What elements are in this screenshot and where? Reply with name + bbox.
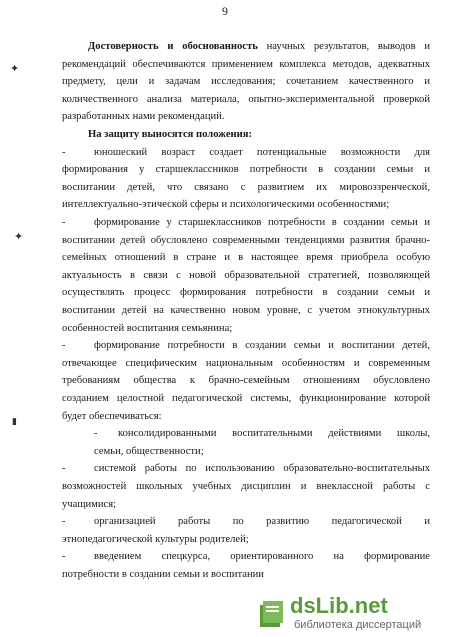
sublist-item-line: семьи, общественности; bbox=[94, 445, 204, 457]
list-item-line: будет обеспечиваться: bbox=[62, 410, 162, 422]
list-item-line: семейных отношений в стране и в настоящее время приобрела особую bbox=[62, 252, 430, 264]
sublist-item-line: возможностей школьных учебных дисциплин и внеклассной работы с bbox=[62, 481, 430, 492]
text-line: разработанных нами рекомендаций. bbox=[62, 111, 225, 123]
text-line: предмету, цели и задачам исследования; сочетанием качественного и bbox=[62, 76, 430, 88]
list-item-line: формирование потребности в создании семьи и воспитании детей, bbox=[94, 340, 430, 352]
bold-lead: Достоверность и обоснованность bbox=[88, 41, 258, 52]
sublist-item-line: потребности в создании семьи и воспитании bbox=[62, 569, 264, 580]
list-item-line: формирования у старшеклассников потребности в создании семьи и bbox=[62, 164, 430, 176]
text-line: количественного анализа материала, опытно-экспериментальной проверкой bbox=[62, 93, 430, 105]
list-item-line: отвечающее специфическим национальным особенностям и современным bbox=[62, 357, 430, 369]
sublist-item-line: учащимися; bbox=[62, 498, 117, 510]
section-heading: На защиту выносятся положения: bbox=[88, 129, 252, 140]
watermark-logo: dsLib.net bbox=[290, 593, 388, 618]
text-line: рекомендаций обеспечиваются применением комплекса методов, адекватных bbox=[62, 58, 430, 70]
sublist-item-line: этнопедагогической культуры родителей; bbox=[62, 533, 249, 545]
list-dash: - bbox=[62, 340, 66, 352]
watermark bbox=[254, 595, 444, 635]
margin-mark: ✦ bbox=[10, 63, 20, 75]
page-number: 9 bbox=[222, 4, 228, 18]
margin-mark: ▮ bbox=[12, 416, 17, 426]
margin-mark: ✦ bbox=[14, 231, 24, 243]
list-dash: - bbox=[94, 428, 98, 440]
list-dash: - bbox=[62, 463, 66, 475]
sublist-item-line: консолидированными воспитательными действиями школы, bbox=[118, 428, 430, 440]
list-item-line: осуществлять процесс формирования потребности в создании семьи и bbox=[62, 287, 430, 299]
list-item-line: юношеский возраст создает потенциальные возможности для bbox=[94, 146, 430, 158]
list-dash: - bbox=[62, 516, 66, 528]
sublist-item-line: системой работы по использованию образовательно-воспитательных bbox=[94, 463, 430, 475]
list-dash: - bbox=[62, 217, 66, 228]
watermark-subtitle: библиотека диссертаций bbox=[294, 619, 422, 631]
list-dash: - bbox=[62, 146, 66, 158]
text-span: научных результатов, выводов и bbox=[257, 41, 430, 52]
list-item-line: особенностей воспитания семьянина; bbox=[62, 322, 233, 334]
list-item-line: актуальность в связи с новой образовательной стратегией, позволяющей bbox=[62, 269, 430, 281]
sublist-item-line: организацией работы по развитию педагогической и bbox=[94, 516, 430, 528]
list-item-line: созданием целостной педагогической системы, функционирование которой bbox=[62, 393, 430, 404]
list-item-line: воспитании детей, что связано с развитием их мировоззренческой, bbox=[62, 181, 430, 193]
list-item-line: воспитании детей на качественно новом уровне, с учетом этнокультурных bbox=[62, 305, 430, 316]
list-item-line: требованиям общества к брачно-семейным отношениям обусловлено bbox=[62, 375, 430, 387]
sublist-item-line: введением спецкурса, ориентированного на формирование bbox=[94, 551, 430, 563]
book-icon bbox=[258, 599, 286, 629]
list-item-line: интеллектуально-этической сферы и психологическими особенностями; bbox=[62, 199, 390, 211]
list-item-line: воспитании детей обусловлено современными тенденциями развития брачно- bbox=[62, 234, 430, 246]
list-dash: - bbox=[62, 551, 66, 563]
paragraph-first-line bbox=[88, 40, 430, 53]
list-item-line: формирование у старшеклассников потребности в создании семьи и bbox=[94, 217, 430, 228]
